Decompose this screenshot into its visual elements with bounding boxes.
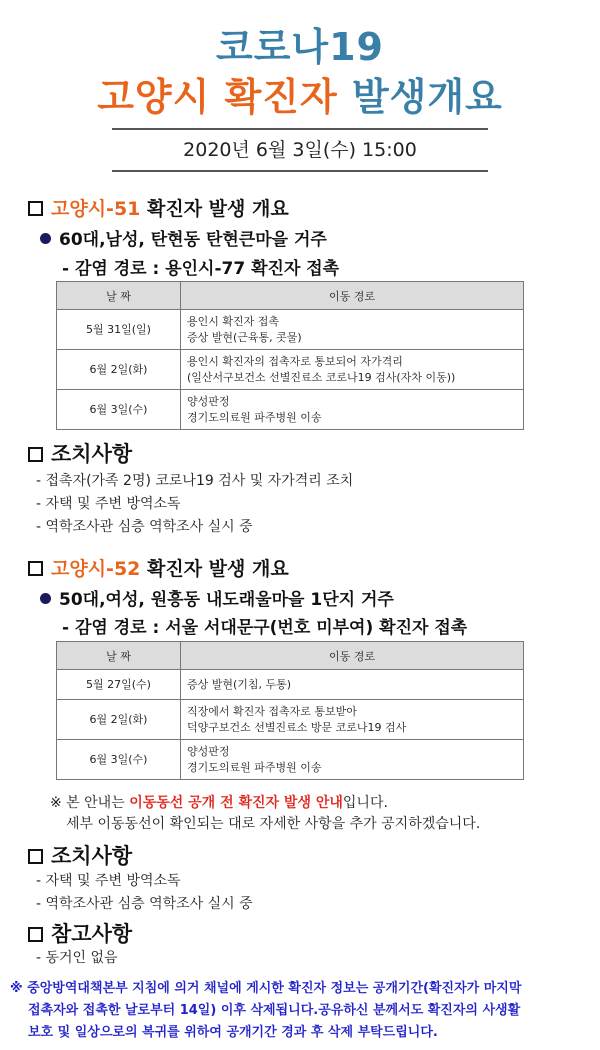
table-header-row xyxy=(57,282,524,310)
row-date: 6월 3일(수) xyxy=(57,390,181,430)
table-header-row xyxy=(57,642,524,670)
title-blue-part: 발생개요 xyxy=(351,75,503,119)
route-line: 경기도의료원 파주병원 이송 xyxy=(187,410,322,424)
list-item: - 자택 및 주변 방역소독 xyxy=(36,496,181,512)
notice-prefix: ※ 본 안내는 xyxy=(50,795,130,811)
col-route-header: 이동 경로 xyxy=(181,282,524,310)
route-line: 양성판정 xyxy=(187,394,230,408)
row-date: 6월 3일(수) xyxy=(57,740,181,780)
col-date-header: 날 짜 xyxy=(57,282,181,310)
route-line: 덕양구보건소 선별진료소 방문 코로나19 검사 xyxy=(187,720,407,734)
route-line: 증상 발현(기침, 두통) xyxy=(187,677,292,691)
route-line: 경기도의료원 파주병원 이송 xyxy=(187,760,322,774)
title-line2 xyxy=(0,66,600,121)
route-line: 직장에서 확진자 접촉자로 통보받아 xyxy=(187,704,357,718)
footer-line: 접촉자와 접촉한 날로부터 14일) 이후 삭제됩니다.공유하신 분께서도 확진자의 사생활 xyxy=(28,1003,521,1018)
row-date: 6월 2일(화) xyxy=(57,350,181,390)
title-orange-part: 고양시 확진자 xyxy=(97,75,338,119)
checkbox-square-icon xyxy=(28,849,43,864)
table-row xyxy=(57,700,524,740)
case51-heading xyxy=(28,194,289,221)
route-line: 증상 발현(근육통, 콧물) xyxy=(187,330,302,344)
case51-route: - 감염 경로 : 용인시-77 확진자 접촉 xyxy=(62,259,340,279)
case51-profile xyxy=(40,225,327,250)
row-date: 5월 31일(일) xyxy=(57,310,181,350)
measures1-heading-text: 조치사항 xyxy=(51,442,133,466)
case51-history-table xyxy=(56,281,524,430)
case52-id: 고양시-52 xyxy=(51,558,141,580)
route-line: (일산서구보건소 선별진료소 코로나19 검사(자차 이동)) xyxy=(187,370,456,384)
list-item: - 동거인 없음 xyxy=(36,950,118,966)
checkbox-square-icon xyxy=(28,201,43,216)
case52-heading-text: 확진자 발생 개요 xyxy=(140,558,289,580)
bullet-dot-icon xyxy=(40,593,51,604)
row-route xyxy=(181,390,524,430)
table-row xyxy=(57,350,524,390)
case51-id: 고양시-51 xyxy=(51,198,141,220)
case52-history-table xyxy=(56,641,524,780)
footer-notice xyxy=(10,978,592,1044)
case52-profile xyxy=(40,585,394,610)
bullet-dot-icon xyxy=(40,233,51,244)
report-date: 2020년 6월 3일(수) 15:00 xyxy=(112,128,488,172)
list-item: - 역학조사관 심층 역학조사 실시 중 xyxy=(36,896,253,912)
route-line: 용인시 확진자 접촉 xyxy=(187,314,280,328)
title-line1: 코로나19 xyxy=(215,25,384,69)
row-route xyxy=(181,310,524,350)
footer-line: ※ 중앙방역대책본부 지침에 의거 채널에 게시한 확진자 정보는 공개기간(확진자가 마지막 xyxy=(10,981,522,996)
case52-profile-text: 50대,여성, 원흥동 내도래울마을 1단지 거주 xyxy=(59,590,394,610)
reference-heading-text: 참고사항 xyxy=(51,922,133,946)
row-route xyxy=(181,740,524,780)
notice-suffix: 입니다. xyxy=(342,795,388,811)
row-date: 6월 2일(화) xyxy=(57,700,181,740)
table-row xyxy=(57,390,524,430)
case52-route: - 감염 경로 : 서울 서대문구(번호 미부여) 확진자 접촉 xyxy=(62,618,468,638)
col-date-header: 날 짜 xyxy=(57,642,181,670)
checkbox-square-icon xyxy=(28,447,43,462)
measures1-heading xyxy=(28,438,132,468)
route-line: 용인시 확진자의 접촉자로 통보되어 자가격리 xyxy=(187,354,403,368)
footer-line: 보호 및 일상으로의 복귀를 위하여 공개기간 경과 후 삭제 부탁드립니다. xyxy=(28,1025,438,1040)
row-route xyxy=(181,670,524,700)
measures2-heading-text: 조치사항 xyxy=(51,844,133,868)
row-route xyxy=(181,700,524,740)
list-item: - 자택 및 주변 방역소독 xyxy=(36,873,181,889)
row-route xyxy=(181,350,524,390)
reference-heading xyxy=(28,918,132,948)
table-row xyxy=(57,740,524,780)
notice-highlight: 이동동선 공개 전 확진자 발생 안내 xyxy=(129,795,343,811)
checkbox-square-icon xyxy=(28,561,43,576)
col-route-header: 이동 경로 xyxy=(181,642,524,670)
table-row xyxy=(57,310,524,350)
case51-heading-text: 확진자 발생 개요 xyxy=(140,198,289,220)
notice-line1 xyxy=(50,792,388,812)
checkbox-square-icon xyxy=(28,927,43,942)
route-line: 양성판정 xyxy=(187,744,230,758)
table-row xyxy=(57,670,524,700)
list-item: - 접촉자(가족 2명) 코로나19 검사 및 자가격리 조치 xyxy=(36,473,354,489)
row-date: 5월 27일(수) xyxy=(57,670,181,700)
case51-profile-text: 60대,남성, 탄현동 탄현큰마을 거주 xyxy=(59,230,327,250)
measures2-heading xyxy=(28,840,132,870)
notice-line2: 세부 이동동선이 확인되는 대로 자세한 사항을 추가 공지하겠습니다. xyxy=(66,816,481,832)
list-item: - 역학조사관 심층 역학조사 실시 중 xyxy=(36,519,253,535)
case52-heading xyxy=(28,554,289,581)
